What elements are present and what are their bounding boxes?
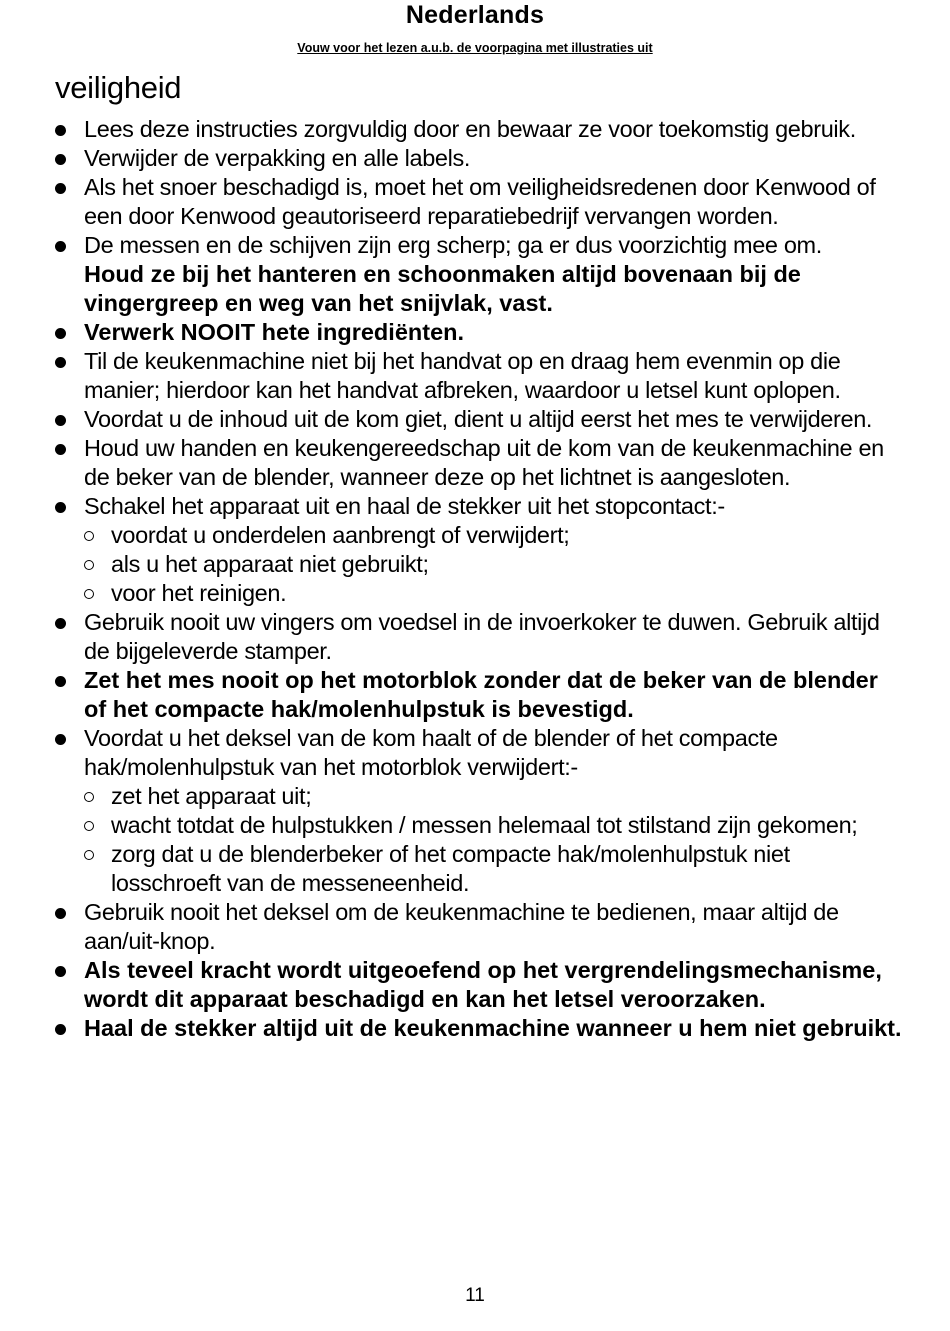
item-text: Zet het mes nooit op het motorblok zonder dat de beker van de blender of het compacte hak/molenhulpstuk is bevestigd. (84, 667, 878, 722)
item-text: Gebruik nooit uw vingers om voedsel in de invoerkoker te duwen. Gebruik altijd de bijgeleverde stamper. (84, 609, 880, 664)
section-title: veiligheid (55, 70, 182, 105)
sub-list-item (84, 811, 905, 840)
sub-item-text: zet het apparaat uit; (111, 783, 312, 809)
circle-bullet-icon (84, 560, 94, 570)
page-number: 11 (465, 1285, 485, 1306)
sub-item-text: zorg dat u de blenderbeker of het compacte hak/molenhulpstuk niet losschroeft van de messeneenheid. (111, 841, 790, 896)
bullet-icon (55, 183, 66, 194)
list-item (55, 115, 905, 144)
list-item (55, 1014, 905, 1043)
sub-list-item (84, 782, 905, 811)
list-item (55, 144, 905, 173)
sub-list (84, 782, 905, 898)
item-text: Schakel het apparaat uit en haal de stekker uit het stopcontact:- (84, 493, 725, 519)
list-item (55, 347, 905, 405)
bullet-icon (55, 618, 66, 629)
list-item (55, 956, 905, 1014)
list-item (55, 173, 905, 231)
bullet-icon (55, 444, 66, 455)
bullet-icon (55, 328, 66, 339)
sub-item-text: voordat u onderdelen aanbrengt of verwijdert; (111, 522, 570, 548)
item-text: Haal de stekker altijd uit de keukenmachine wanneer u hem niet gebruikt. (84, 1015, 902, 1041)
sub-item-text: als u het apparaat niet gebruikt; (111, 551, 429, 577)
item-text: Voordat u de inhoud uit de kom giet, dient u altijd eerst het mes te verwijderen. (84, 406, 873, 432)
sub-list-item (84, 840, 905, 898)
list-item (55, 898, 905, 956)
item-warning-text: Houd ze bij het hanteren en schoonmaken altijd bovenaan bij de vingergreep en weg van het snijvlak, vast. (84, 261, 801, 316)
list-item (55, 608, 905, 666)
bullet-icon (55, 734, 66, 745)
item-text: Voordat u het deksel van de kom haalt of de blender of het compacte hak/molenhulpstuk van het motorblok verwijdert:- (84, 725, 778, 780)
bullet-icon (55, 1024, 66, 1035)
bullet-icon (55, 676, 66, 687)
circle-bullet-icon (84, 850, 94, 860)
item-text: Verwijder de verpakking en alle labels. (84, 145, 471, 171)
circle-bullet-icon (84, 589, 94, 599)
list-item (55, 405, 905, 434)
sub-list-item (84, 521, 905, 550)
sub-item-text: wacht totdat de hulpstukken / messen helemaal tot stilstand zijn gekomen; (111, 812, 858, 838)
bullet-icon (55, 908, 66, 919)
item-text: Houd uw handen en keukengereedschap uit de kom van de keukenmachine en de beker van de blender, wanneer deze op het lichtnet is aangesloten. (84, 435, 884, 490)
item-text: Verwerk NOOIT hete ingrediënten. (84, 319, 465, 345)
list-item (55, 434, 905, 492)
item-text: Als teveel kracht wordt uitgeoefend op het vergrendelingsmechanisme, wordt dit apparaat beschadigd en kan het letsel veroorzaken. (84, 957, 882, 1012)
list-item (55, 666, 905, 724)
list-item (55, 724, 905, 898)
sub-list-item (84, 579, 905, 608)
bullet-icon (55, 357, 66, 368)
bullet-icon (55, 125, 66, 136)
bullet-icon (55, 154, 66, 165)
circle-bullet-icon (84, 792, 94, 802)
bullet-icon (55, 241, 66, 252)
sub-list-item (84, 550, 905, 579)
item-text: Lees deze instructies zorgvuldig door en bewaar ze voor toekomstig gebruik. (84, 116, 856, 142)
item-text: Til de keukenmachine niet bij het handvat op en draag hem evenmin op die manier; hierdoor kan het handvat afbreken, waardoor u letsel kunt oplopen. (84, 348, 841, 403)
list-item (55, 318, 905, 347)
item-text: Gebruik nooit het deksel om de keukenmachine te bedienen, maar altijd de aan/uit-knop. (84, 899, 839, 954)
circle-bullet-icon (84, 531, 94, 541)
list-item (55, 492, 905, 608)
item-text: Als het snoer beschadigd is, moet het om veiligheidsredenen door Kenwood of een door Kenwood geautoriseerd reparatiebedrijf vervangen worden. (84, 174, 876, 229)
item-text: De messen en de schijven zijn erg scherp; ga er dus voorzichtig mee om. (84, 232, 822, 258)
safety-list (55, 115, 905, 1043)
sub-item-text: voor het reinigen. (111, 580, 287, 606)
bullet-icon (55, 966, 66, 977)
fold-out-instruction: Vouw voor het lezen a.u.b. de voorpagina met illustraties uit (297, 41, 653, 55)
language-heading: Nederlands (405, 1, 545, 29)
bullet-icon (55, 415, 66, 426)
circle-bullet-icon (84, 821, 94, 831)
sub-list (84, 521, 905, 608)
list-item (55, 231, 905, 318)
bullet-icon (55, 502, 66, 513)
